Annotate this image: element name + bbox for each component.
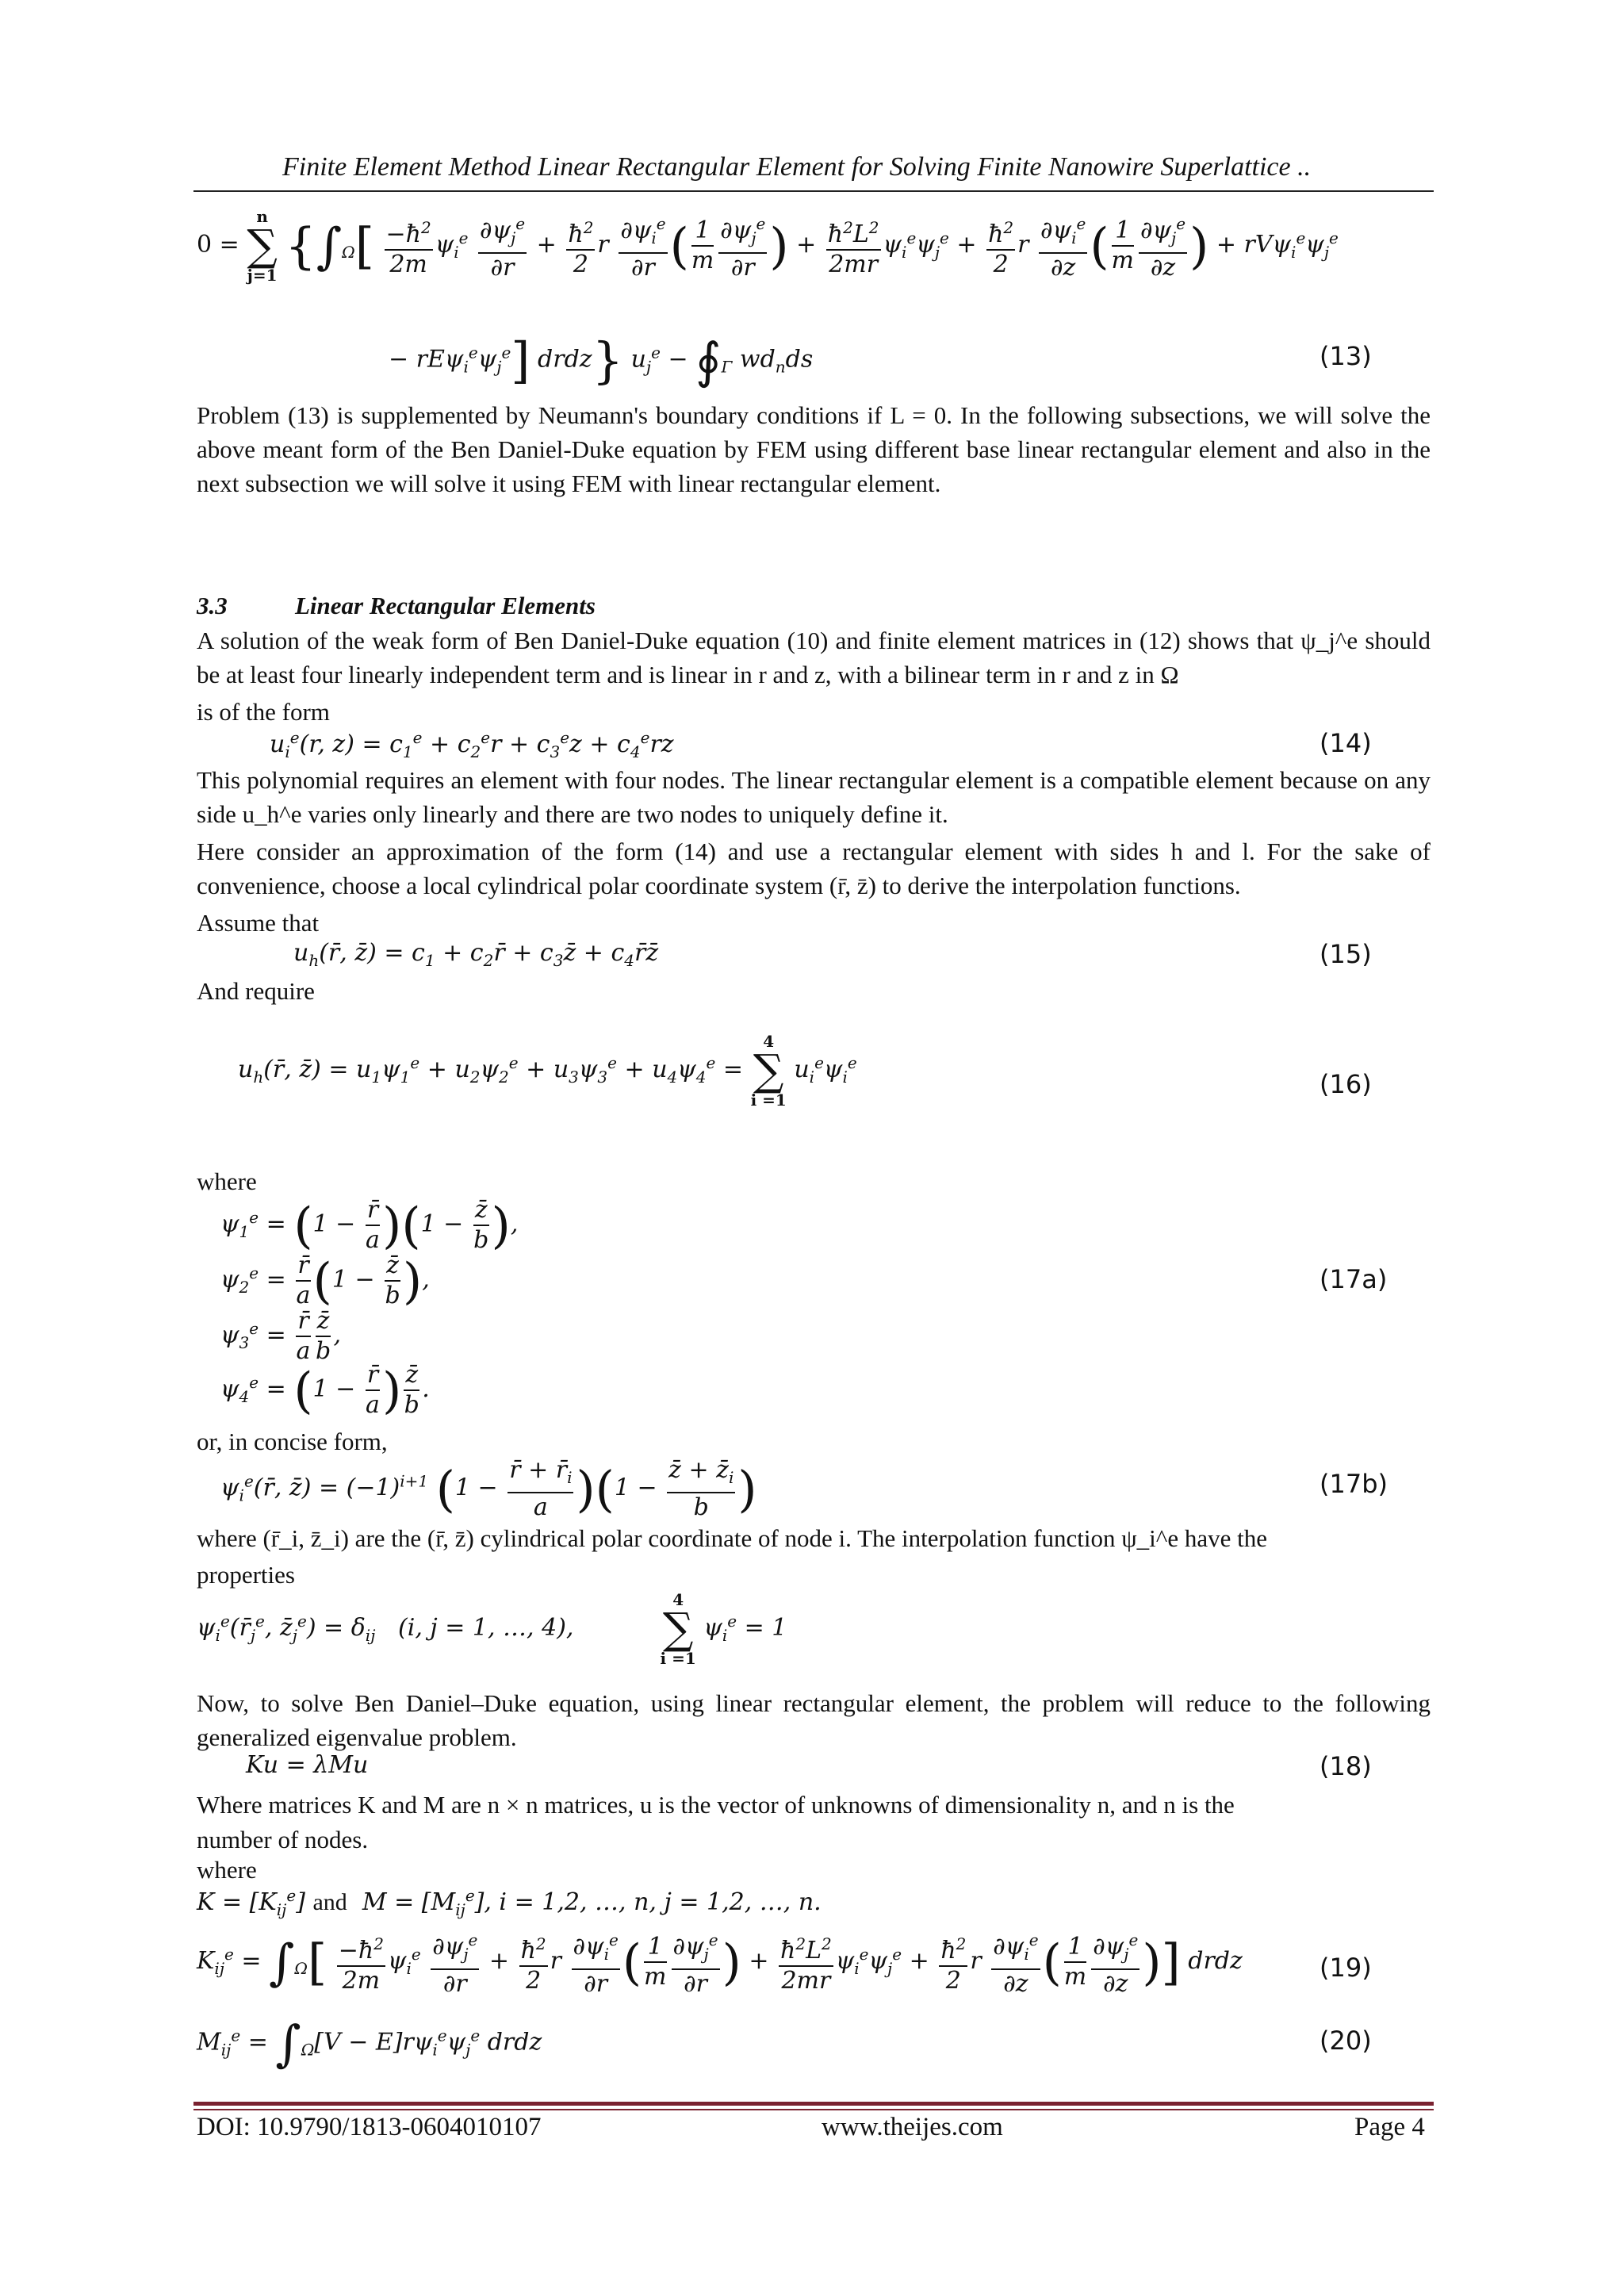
equation-number-17b: (17b) (1320, 1469, 1388, 1499)
section-number: 3.3 (197, 592, 228, 619)
equation-13-line1: 0 = n ∑ j=1 {$\int_\Omega$[ $\frac{-ħ^2}{2m}$ $\psi_i^e$ $\frac{\partial\psi_j^e}{\partial r}$ + $\frac{ħ^2}{2}$ r $\frac{\partial\psi_i^e}{\partial r}$ ( $\frac{1}{m}$ $\frac{\partial\psi_j^e}{\partial r}$ ) + $\frac{ħ^2L^2}{2mr}$ $\psi_i^e\psi_j^e$ + $\frac{ħ^2}{2}$ r $\frac{\partial\psi_i^e}{\partial z}$ ( $\frac{1}{m}$ $\frac{\partial\psi_j^e}{\partial z}$ ) + $rV\psi_i^e\psi_j^e$ (197, 207, 1339, 285)
equation-19: $K_{ij}^e = \int_\Omega$[ $\frac{-ħ^2}{2m}$ $\psi_i^e$ $\frac{\partial\psi_j^e}{\partial r}$ + $\frac{ħ^2}{2}$ r $\frac{\partial\psi_i^e}{\partial r}$ ( $\frac{1}{m}$ $\frac{\partial\psi_j^e}{\partial r}$ ) + $\frac{ħ^2L^2}{2mr}$ $\psi_i^e\psi_j^e$ + $\frac{ħ^2}{2}$ r $\frac{\partial\psi_i^e}{\partial z}$ ( $\frac{1}{m}$ $\frac{\partial\psi_j^e}{\partial z}$ )] drdz (197, 1926, 1243, 1999)
paragraph-weak-form: A solution of the weak form of Ben Daniel-Duke equation (10) and finite element matrices in (12) shows that ψ_j^e should be at least four linearly independent term and is linear in r and z, with a bilinear term in r and z in Ω (197, 627, 1431, 688)
paragraph-weak-form-end: is of the form (197, 698, 330, 726)
equation-15: $u_h(r̄$, z̄) = $c_1$ + $c_2r̄$ + $c_3z̄$ + $c_4r̄z̄$ (293, 939, 659, 970)
paragraph-eigenvalue: Now, to solve Ben Daniel–Duke equation, using linear rectangular element, the problem will reduce to the following generalized eigenvalue problem. (197, 1689, 1431, 1751)
equation-17b: $\psi_i^e(r̄$, z̄) = $(-1)^{i+1}$ (1 − $\frac{r̄ + r̄_i}{a}$ )(1 − $\frac{z̄ + z̄_i}{b}$ ) (220, 1456, 757, 1521)
equation-13-line2: − $rE\psi_i^e\psi_j^e$] drdz} $u_j^e$ − $∮_\Gamma$ $wd_nds$ (389, 332, 814, 389)
equation-number-17a: (17a) (1320, 1264, 1388, 1294)
header-rule (193, 190, 1434, 192)
equation-18: Ku = λMu (246, 1751, 369, 1779)
equation-17a-psi2: $\psi_2^e$ = $\frac{r̄}{a}$ (1 − $\frac{z̄}{b}$ ), (220, 1251, 430, 1310)
equation-20: $M_{ij}^e = \int_\Omega[V - E]r\psi_i^e\psi_j^e$ drdz (197, 2014, 542, 2072)
footer-page-number: Page 4 (1354, 2113, 1425, 2141)
paragraph-concise-form: or, in concise form, (197, 1428, 388, 1455)
equation-properties: $\psi_i^e(r̄_j^e$, $z̄_j^e) = \delta_{ij}$ (i, j = 1, …, 4), 4 ∑ i =1 $\psi_i^e = 1$ (197, 1590, 787, 1668)
paragraph-properties: properties (197, 1561, 295, 1589)
equation-number-19: (19) (1320, 1953, 1372, 1983)
section-title: Linear Rectangular Elements (295, 592, 596, 619)
footer-website: www.theijes.com (822, 2113, 1003, 2141)
equation-17a-psi3: $\psi_3^e$ = $\frac{r̄}{a}$ $\frac{z̄}{b}$ , (220, 1307, 342, 1365)
paragraph-assume: Assume that (197, 909, 320, 937)
paragraph-approximation: Here consider an approximation of the form (14) and use a rectangular element with sides h and l. For the sake of convenience, choose a local cylindrical polar coordinate system (r̄, z̄) to derive the interpolation functions. (197, 838, 1431, 899)
equation-number-14: (14) (1320, 728, 1372, 758)
running-header: Finite Element Method Linear Rectangular Element for Solving Finite Nanowire Superlattice .. (282, 152, 1312, 182)
footer-rule-thin (193, 2109, 1434, 2110)
equation-km-definition: $K = [K_{ij}^e]$ and $M = [M_{ij}^e]$, i = 1,2, …, n, j = 1,2, …, n. (197, 1886, 822, 1919)
paragraph-node-coords: where (r̄_i, z̄_i) are the (r̄, z̄) cylindrical polar coordinate of node i. The interpolation function ψ_i^e have the (197, 1524, 1267, 1552)
equation-number-18: (18) (1320, 1751, 1372, 1781)
footer-rule-thick (193, 2102, 1434, 2106)
paragraph-matrices: Where matrices K and M are n × n matrices, u is the vector of unknowns of dimensionality n, and n is the (197, 1791, 1235, 1819)
equation-number-20: (20) (1320, 2026, 1372, 2056)
equation-number-13: (13) (1320, 341, 1372, 371)
paragraph-where-2: where (197, 1856, 257, 1884)
equation-14: $u_i^e(r$, $z) = c_1^e + c_2^er + c_3^ez + c_4^erz$ (270, 728, 674, 761)
equation-16: $u_h(r̄$, z̄) = $u_1\psi_1^e + u_2\psi_2^e + u_3\psi_3^e + u_4\psi_4^e$ = 4 ∑ i =1 $u_i^e\psi_i^e$ (238, 1032, 857, 1110)
equation-number-15: (15) (1320, 939, 1372, 969)
paragraph-require: And require (197, 977, 315, 1005)
paragraph-where-1: where (197, 1167, 257, 1195)
paragraph-polynomial: This polynomial requires an element with four nodes. The linear rectangular element is a compatible element because on any side u_h^e varies only linearly and there are two nodes to uniquely define it. (197, 766, 1431, 828)
equation-17a-psi4: $\psi_4^e = (1$ − $\frac{r̄}{a}$ ) $\frac{z̄}{b}$ . (220, 1361, 430, 1420)
paragraph-nodes: number of nodes. (197, 1826, 369, 1853)
equation-17a-psi1: $\psi_1^e = (1$ − $\frac{r̄}{a}$ )(1 − $\frac{z̄}{b}$ ), (220, 1196, 519, 1255)
equation-number-16: (16) (1320, 1069, 1372, 1099)
section-heading (197, 592, 596, 620)
paragraph-neumann: Problem (13) is supplemented by Neumann's boundary conditions if L = 0. In the following subsections, we will solve the above meant form of the Ben Daniel-Duke equation by FEM using different base linear rectangular element and also in the next subsection we will solve it using FEM with linear rectangular element. (197, 401, 1431, 497)
footer-doi: DOI: 10.9790/1813-0604010107 (197, 2113, 542, 2141)
